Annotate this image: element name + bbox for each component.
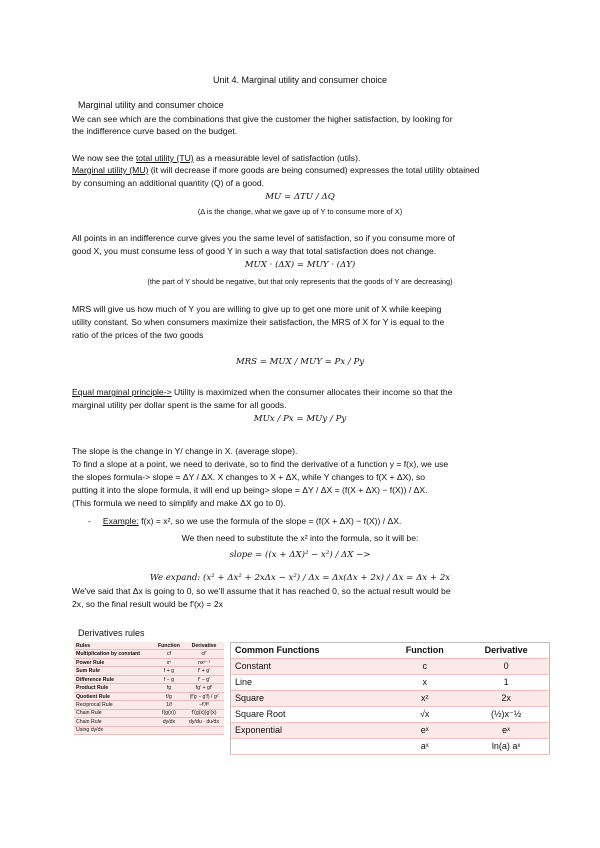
table-cell: Multiplication by constant: [74, 650, 154, 658]
table-cell: Using dy/dx: [74, 726, 154, 734]
table-row: [74, 650, 224, 658]
section-heading: Marginal utility and consumer choice: [78, 100, 224, 110]
equation-slope: slope = ((x + ΔX)² − x²) / ΔX −>: [229, 550, 371, 560]
column-header: Derivative: [184, 642, 224, 650]
table-cell: Difference Rule: [74, 675, 154, 683]
table-cell: 1: [463, 675, 549, 691]
table-row: [231, 739, 550, 755]
example-text: f(x) = x², so we use the formula of the slope = (f(X + ΔX) − f(X)) / ΔX.: [138, 516, 402, 526]
paragraph-line: [72, 165, 532, 176]
paragraph-line: All points in an indifference curve gives you the same level of satisfaction, so if you consume more of: [72, 233, 455, 243]
table-row: [74, 667, 224, 675]
table-cell: f − g: [154, 675, 184, 683]
table-cell: −f'/f²: [184, 701, 224, 709]
table-row: [74, 675, 224, 683]
functions-table-body: [231, 659, 550, 755]
paragraph-line: [72, 153, 532, 164]
paragraph-line: We've said that Δx is going to 0, so we'll assume that it has reached 0, so the actual result would be: [72, 586, 451, 596]
common-functions-table: [230, 642, 550, 755]
column-header: Rules: [74, 642, 154, 650]
paragraph-line: the indifference curve based on the budget.: [72, 126, 238, 136]
table-cell: ln(a) aˣ: [463, 739, 549, 755]
table-cell: f/g: [154, 692, 184, 700]
table-cell: 2x: [463, 691, 549, 707]
table-cell: aˣ: [386, 739, 463, 755]
table-cell: fg' + gf': [184, 684, 224, 692]
equation-mrs: MRS = MUX / MUY = Px / Py: [235, 357, 365, 367]
table-cell: cf: [154, 650, 184, 658]
column-header: Function: [154, 642, 184, 650]
text-span: (it will decrease if more goods are being consumed) expresses the total utility obtained: [148, 165, 480, 175]
table-row: [231, 723, 550, 739]
paragraph-line: utility constant. So when consumers maximize their satisfaction, the MRS of X for Y is equal to the: [72, 317, 445, 327]
table-row: [74, 701, 224, 709]
paragraph-line: marginal utility per dollar spent is the same for all goods.: [72, 400, 287, 410]
rules-heading: Derivatives rules: [78, 628, 145, 638]
table-cell: cf': [184, 650, 224, 658]
equation-note: (Δ is the change, what we gave up of Y to consume more of X): [197, 207, 403, 216]
equation-mu: MU = ΔTU / ΔQ: [265, 192, 335, 202]
table-cell: Chain Rule: [74, 718, 154, 726]
bullet-marker: -: [88, 516, 91, 526]
paragraph-line: We can see which are the combinations that give the customer the higher satisfaction, by looking for: [72, 114, 453, 124]
table-cell: √x: [386, 707, 463, 723]
paragraph-line: by consuming an additional quantity (Q) of a good.: [72, 178, 265, 188]
example-label: Example:: [102, 516, 139, 526]
equation-expand: We expand: (x² + Δx² + 2xΔx − x²) / Δx = Δx(Δx + 2x) / Δx = Δx + 2x: [149, 573, 451, 583]
table-cell: dy/du · du/dx: [184, 718, 224, 726]
equation-emp: MUx / Px = MUy / Py: [253, 414, 347, 424]
derivative-rules-table: [74, 642, 224, 735]
paragraph-line: the slopes formula-> slope = ΔY / ΔX. X changes to X + ΔX, while Y changes to f(X + ΔX), so: [72, 472, 426, 482]
table-header-row: [74, 642, 224, 650]
table-row: [231, 675, 550, 691]
table-row: [74, 684, 224, 692]
table-cell: Sum Rule: [74, 667, 154, 675]
table-cell: 0: [463, 659, 549, 675]
table-cell: Line: [231, 675, 387, 691]
table-cell: Reciprocal Rule: [74, 701, 154, 709]
paragraph-line: ratio of the prices of the two goods: [72, 330, 204, 340]
table-cell: (½)x⁻½: [463, 707, 549, 723]
table-cell: [184, 726, 224, 734]
table-cell: eˣ: [463, 723, 549, 739]
table-cell: f(g(x)): [154, 709, 184, 717]
table-cell: Square Root: [231, 707, 387, 723]
table-cell: x²: [386, 691, 463, 707]
table-header-row: [231, 643, 550, 659]
table-cell: [154, 726, 184, 734]
table-cell: Constant: [231, 659, 387, 675]
rules-table-body: [74, 650, 224, 735]
text-span: as a measurable level of satisfaction (utils).: [193, 153, 361, 163]
document-title: Unit 4. Marginal utility and consumer choice: [212, 75, 388, 85]
term-total-utility: total utility (TU): [135, 153, 194, 163]
example-line: [88, 516, 548, 527]
column-header: Common Functions: [231, 643, 387, 659]
table-cell: f + g: [154, 667, 184, 675]
table-cell: [231, 739, 387, 755]
table-cell: f'(g(x))g'(x): [184, 709, 224, 717]
paragraph-line: We then need to substitute the x² into the formula, so it will be:: [181, 533, 419, 543]
table-cell: x: [386, 675, 463, 691]
column-header: Derivative: [463, 643, 549, 659]
table-cell: Power Rule: [74, 658, 154, 666]
paragraph-line: MRS will give us how much of Y you are willing to give up to get one more unit of X while keeping: [72, 304, 442, 314]
table-cell: 1/f: [154, 701, 184, 709]
table-row: [74, 726, 224, 734]
equation-note: (the part of Y should be negative, but that only represents that the goods of Y are decreasing): [147, 277, 453, 286]
table-row: [231, 691, 550, 707]
table-cell: Square: [231, 691, 387, 707]
table-cell: nxⁿ⁻¹: [184, 658, 224, 666]
table-cell: f' + g': [184, 667, 224, 675]
table-cell: c: [386, 659, 463, 675]
paragraph-line: To find a slope at a point, we need to derivate, so to find the derivative of a function y = f(x), we use: [72, 459, 449, 469]
table-cell: Chain Rule: [74, 709, 154, 717]
table-cell: xⁿ: [154, 658, 184, 666]
table-cell: Exponential: [231, 723, 387, 739]
term-marginal-utility: Marginal utility (MU): [72, 165, 149, 175]
table-row: [231, 659, 550, 675]
table-row: [74, 709, 224, 717]
table-cell: f' − g': [184, 675, 224, 683]
paragraph-line: The slope is the change in Y/ change in X. (average slope).: [72, 446, 298, 456]
table-cell: (f'g − g'f) / g²: [184, 692, 224, 700]
text-span: We now see the: [72, 153, 136, 163]
paragraph-line: 2x, so the final result would be f'(x) = 2x: [72, 599, 223, 609]
paragraph-line: putting it into the slope formula, it will end up being> slope = ΔY / ΔX = (f(X + ΔX) − f(X)) / ΔX.: [72, 485, 428, 495]
equation-mux: MUX · (ΔX) = MUY · (ΔY): [244, 260, 356, 270]
table-row: [74, 658, 224, 666]
table-row: [231, 707, 550, 723]
table-cell: eˣ: [386, 723, 463, 739]
table-row: [74, 692, 224, 700]
table-cell: Quotient Rule: [74, 692, 154, 700]
paragraph-line: good X, you must consume less of good Y in such a way that total satisfaction does not change.: [72, 246, 437, 256]
table-cell: dy/dx: [154, 718, 184, 726]
table-cell: fg: [154, 684, 184, 692]
table-cell: Product Rule: [74, 684, 154, 692]
column-header: Function: [386, 643, 463, 659]
paragraph-line: (This formula we need to simplify and make ΔX go to 0).: [72, 498, 286, 508]
paragraph-line: [72, 387, 532, 398]
text-span: Utility is maximized when the consumer allocates their income so that the: [171, 387, 453, 397]
term-equal-marginal-principle: Equal marginal principle->: [72, 387, 172, 397]
table-row: [74, 718, 224, 726]
